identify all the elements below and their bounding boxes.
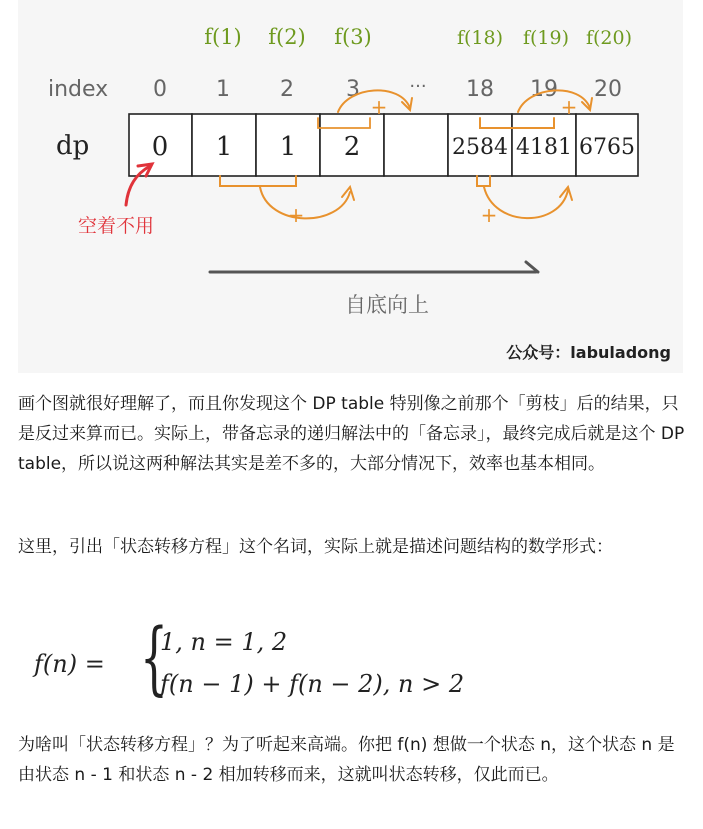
unused-note: 空着不用: [78, 215, 155, 237]
watermark: 公众号：labuladong: [506, 343, 671, 362]
index-1: 1: [216, 77, 230, 102]
f-label-19: f(19): [522, 27, 570, 49]
index-19: 19: [530, 77, 558, 102]
dp-value-2: 1: [279, 132, 297, 162]
dp-label: dp: [56, 131, 90, 161]
dp-value-19: 4181: [516, 135, 572, 160]
plus-sign-4: +: [560, 95, 578, 119]
bottom-up-label: 自底向上: [345, 293, 429, 317]
plus-sign-2: +: [370, 95, 388, 119]
index-3: 3: [346, 77, 360, 102]
state-transition-formula: [34, 611, 554, 712]
dp-diagram: [18, 0, 683, 373]
index-18: 18: [466, 77, 494, 102]
index-label: index: [48, 77, 109, 102]
dp-value-18: 2584: [452, 135, 508, 160]
paragraph-2: 这里，引出「状态转移方程」这个名词，实际上就是描述问题结构的数学形式：: [18, 537, 613, 557]
paragraph-1: 画个图就很好理解了，而且你发现这个 DP table 特别像之前那个「剪枝」后的结果，只是反过来算而已。实际上，带备忘录的递归解法中的「备忘录」，最终完成后就是这个 DP table，所以说这两种解法其实是差不多的，大部分情况下，效率也基本相同。: [18, 394, 690, 474]
index-20: 20: [594, 77, 622, 102]
plus-sign-3: +: [480, 203, 498, 227]
paragraph-3: 为啥叫「状态转移方程」？为了听起来高端。你把 f(n) 想做一个状态 n，这个状态 n 是由状态 n - 1 和状态 n - 2 相加转移而来，这就叫状态转移，仅此而已。: [18, 735, 675, 785]
f-label-20: f(20): [585, 27, 633, 49]
bottom-up-arrow: [210, 262, 538, 272]
formula-case-2: f(n − 1) + f(n − 2), n > 2: [160, 670, 465, 698]
dp-value-3: 2: [343, 132, 361, 162]
f-label-18: f(18): [456, 27, 504, 49]
plus-sign-1: +: [287, 203, 305, 227]
dp-cell-gap: [384, 114, 448, 176]
dp-table-figure: [18, 0, 683, 373]
dp-value-20: 6765: [579, 135, 635, 160]
formula-lhs: f(n) =: [34, 650, 105, 678]
index-ellipsis: ···: [409, 76, 427, 97]
formula-brace: {: [140, 611, 168, 704]
formula-case-1: 1, n = 1, 2: [160, 628, 288, 656]
index-0: 0: [153, 77, 167, 102]
f-label-3: f(3): [334, 25, 372, 49]
dp-value-0: 0: [151, 132, 169, 162]
index-2: 2: [280, 77, 294, 102]
f-label-1: f(1): [204, 25, 242, 49]
f-label-2: f(2): [268, 25, 306, 49]
dp-value-1: 1: [215, 132, 233, 162]
